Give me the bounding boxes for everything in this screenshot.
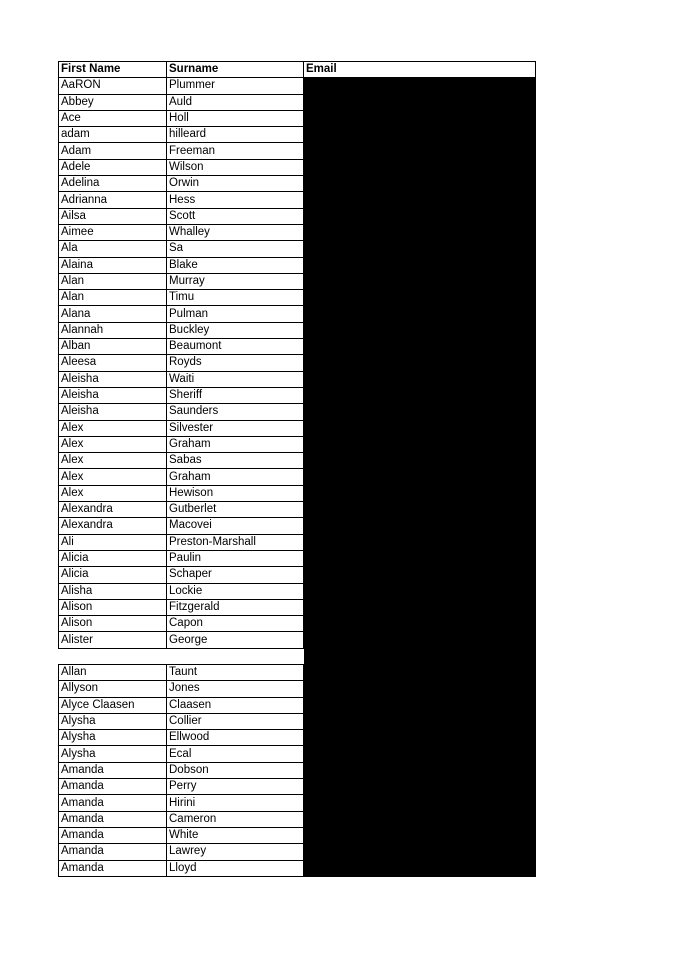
first-name-cell: Ailsa [59,208,167,224]
redacted-email-cell [304,599,536,615]
table-row [59,616,536,632]
surname-cell: Freeman [167,143,304,159]
table-row [59,322,536,338]
first-name-cell: Amanda [59,844,167,860]
redacted-email-cell [304,827,536,843]
first-name-cell: Ala [59,241,167,257]
surname-cell: Macovei [167,518,304,534]
redacted-email-cell [304,78,536,94]
first-name-cell: Ali [59,534,167,550]
table-row [59,860,536,876]
surname-cell: Sa [167,241,304,257]
surname-cell: Paulin [167,550,304,566]
redacted-email-cell [304,208,536,224]
surname-cell: Saunders [167,404,304,420]
table-row [59,159,536,175]
first-name-cell: Alban [59,339,167,355]
surname-cell: Whalley [167,224,304,240]
redacted-email-cell [304,648,536,664]
table-row [59,844,536,860]
gap-cell [167,648,304,664]
first-name-cell: Aleisha [59,404,167,420]
redacted-email-cell [304,534,536,550]
table-row [59,224,536,240]
first-name-cell: Alan [59,273,167,289]
redacted-email-cell [304,583,536,599]
section-gap-row [59,648,536,664]
table-row [59,436,536,452]
first-name-cell: Alex [59,485,167,501]
first-name-cell: Alex [59,436,167,452]
surname-cell: Schaper [167,567,304,583]
table-row [59,339,536,355]
table-row [59,208,536,224]
first-name-cell: Alysha [59,713,167,729]
surname-cell: Waiti [167,371,304,387]
table-row [59,762,536,778]
redacted-email-cell [304,550,536,566]
table-row [59,306,536,322]
header-row [59,62,536,78]
table-row [59,632,536,648]
table-row [59,257,536,273]
redacted-email-cell [304,127,536,143]
surname-cell: Cameron [167,811,304,827]
first-name-cell: Alan [59,290,167,306]
first-name-cell: adam [59,127,167,143]
first-name-cell: Amanda [59,779,167,795]
redacted-email-cell [304,795,536,811]
table-row [59,681,536,697]
surname-cell: Preston-Marshall [167,534,304,550]
table-row [59,387,536,403]
redacted-email-cell [304,371,536,387]
redacted-email-cell [304,844,536,860]
surname-cell: Taunt [167,664,304,680]
redacted-email-cell [304,616,536,632]
first-name-cell: Adele [59,159,167,175]
redacted-email-cell [304,290,536,306]
table-row [59,371,536,387]
first-name-cell: Alison [59,599,167,615]
redacted-email-cell [304,713,536,729]
surname-cell: Ellwood [167,730,304,746]
surname-cell: Dobson [167,762,304,778]
surname-cell: Orwin [167,176,304,192]
redacted-email-cell [304,469,536,485]
surname-cell: Collier [167,713,304,729]
surname-cell: Hirini [167,795,304,811]
redacted-email-cell [304,485,536,501]
table-row [59,534,536,550]
first-name-cell: Alexandra [59,502,167,518]
table-row [59,290,536,306]
first-name-cell: Abbey [59,94,167,110]
surname-cell: George [167,632,304,648]
redacted-email-cell [304,436,536,452]
table-row [59,176,536,192]
surname-cell: Royds [167,355,304,371]
surname-cell: Fitzgerald [167,599,304,615]
redacted-email-cell [304,762,536,778]
first-name-cell: Allan [59,664,167,680]
redacted-email-cell [304,159,536,175]
header-first-name: First Name [59,62,167,78]
first-name-cell: Adam [59,143,167,159]
surname-cell: Pulman [167,306,304,322]
table-row [59,273,536,289]
first-name-cell: Aleisha [59,387,167,403]
first-name-cell: Alex [59,453,167,469]
first-name-cell: Alex [59,469,167,485]
table-row [59,127,536,143]
surname-cell: Capon [167,616,304,632]
table-row [59,192,536,208]
redacted-email-cell [304,746,536,762]
table-body [59,78,536,877]
table-row [59,143,536,159]
first-name-cell: Amanda [59,860,167,876]
table-row [59,94,536,110]
redacted-email-cell [304,257,536,273]
first-name-cell: Adrianna [59,192,167,208]
table-row [59,518,536,534]
surname-cell: Graham [167,436,304,452]
table-row [59,713,536,729]
surname-cell: Wilson [167,159,304,175]
surname-cell: Silvester [167,420,304,436]
table-row [59,811,536,827]
surname-cell: Gutberlet [167,502,304,518]
table-row [59,795,536,811]
first-name-cell: Aleesa [59,355,167,371]
table-row [59,469,536,485]
redacted-email-cell [304,404,536,420]
surname-cell: Buckley [167,322,304,338]
first-name-cell: Alysha [59,746,167,762]
first-name-cell: Alison [59,616,167,632]
redacted-email-cell [304,779,536,795]
table-row [59,697,536,713]
table-row [59,779,536,795]
table-row [59,567,536,583]
header-email: Email [304,62,536,78]
table-row [59,241,536,257]
surname-cell: Sabas [167,453,304,469]
redacted-email-cell [304,176,536,192]
first-name-cell: Amanda [59,762,167,778]
surname-cell: Lawrey [167,844,304,860]
table-row [59,583,536,599]
first-name-cell: Alysha [59,730,167,746]
redacted-email-cell [304,453,536,469]
redacted-email-cell [304,355,536,371]
header-surname: Surname [167,62,304,78]
table-row [59,78,536,94]
first-name-cell: Alaina [59,257,167,273]
redacted-email-cell [304,697,536,713]
first-name-cell: Adelina [59,176,167,192]
first-name-cell: Alexandra [59,518,167,534]
surname-cell: Lloyd [167,860,304,876]
surname-cell: Jones [167,681,304,697]
first-name-cell: Alannah [59,322,167,338]
surname-cell: Perry [167,779,304,795]
redacted-email-cell [304,518,536,534]
gap-cell [59,648,167,664]
table-row [59,502,536,518]
redacted-email-cell [304,110,536,126]
surname-cell: Timu [167,290,304,306]
redacted-email-cell [304,811,536,827]
surname-cell: Ecal [167,746,304,762]
table-row [59,599,536,615]
redacted-email-cell [304,192,536,208]
surname-cell: Scott [167,208,304,224]
first-name-cell: Alisha [59,583,167,599]
surname-cell: Beaumont [167,339,304,355]
contacts-table [58,61,536,877]
table-row [59,827,536,843]
first-name-cell: Alister [59,632,167,648]
redacted-email-cell [304,664,536,680]
first-name-cell: Allyson [59,681,167,697]
redacted-email-cell [304,730,536,746]
surname-cell: hilleard [167,127,304,143]
table-row [59,110,536,126]
redacted-email-cell [304,224,536,240]
first-name-cell: Alex [59,420,167,436]
table-row [59,404,536,420]
first-name-cell: Amanda [59,795,167,811]
surname-cell: Murray [167,273,304,289]
table-row [59,453,536,469]
surname-cell: White [167,827,304,843]
table-row [59,730,536,746]
surname-cell: Plummer [167,78,304,94]
surname-cell: Claasen [167,697,304,713]
redacted-email-cell [304,322,536,338]
spreadsheet-page [58,61,535,877]
first-name-cell: Alana [59,306,167,322]
redacted-email-cell [304,143,536,159]
first-name-cell: Amanda [59,811,167,827]
surname-cell: Sheriff [167,387,304,403]
redacted-email-cell [304,502,536,518]
surname-cell: Blake [167,257,304,273]
redacted-email-cell [304,387,536,403]
table-row [59,420,536,436]
first-name-cell: Aleisha [59,371,167,387]
table-row [59,550,536,566]
first-name-cell: Ace [59,110,167,126]
table-row [59,485,536,501]
first-name-cell: Amanda [59,827,167,843]
redacted-email-cell [304,339,536,355]
redacted-email-cell [304,241,536,257]
first-name-cell: Aimee [59,224,167,240]
redacted-email-cell [304,681,536,697]
surname-cell: Holl [167,110,304,126]
surname-cell: Hewison [167,485,304,501]
redacted-email-cell [304,306,536,322]
redacted-email-cell [304,567,536,583]
redacted-email-cell [304,860,536,876]
redacted-email-cell [304,420,536,436]
table-row [59,746,536,762]
table-row [59,664,536,680]
surname-cell: Graham [167,469,304,485]
surname-cell: Lockie [167,583,304,599]
table-row [59,355,536,371]
first-name-cell: Alyce Claasen [59,697,167,713]
first-name-cell: AaRON [59,78,167,94]
redacted-email-cell [304,632,536,648]
first-name-cell: Alicia [59,567,167,583]
redacted-email-cell [304,273,536,289]
first-name-cell: Alicia [59,550,167,566]
redacted-email-cell [304,94,536,110]
surname-cell: Hess [167,192,304,208]
surname-cell: Auld [167,94,304,110]
